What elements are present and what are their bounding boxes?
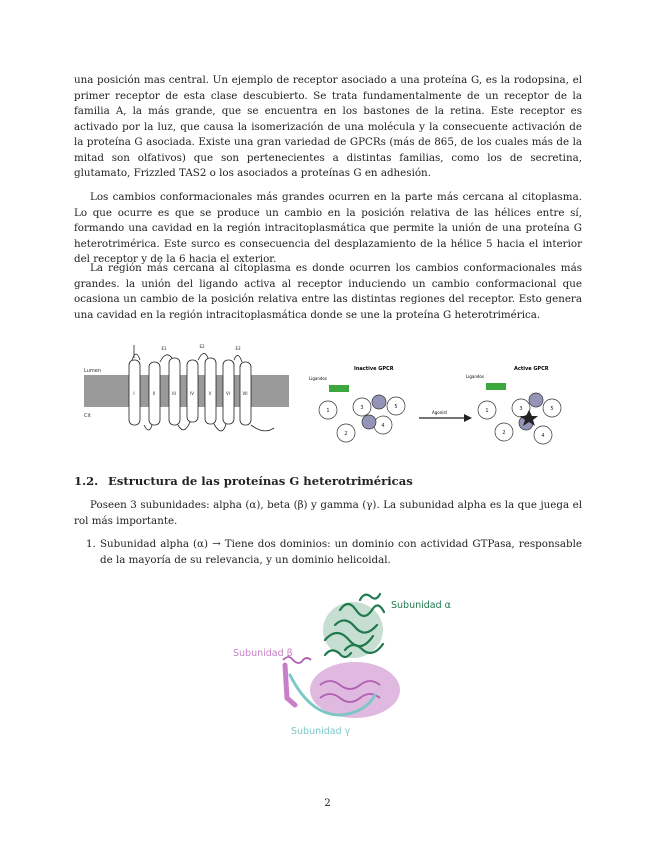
inactive-num-2: 2: [344, 431, 348, 437]
agonist-tag-left: [329, 385, 349, 392]
alpha-core: [323, 602, 383, 658]
gamma-label: Subunidad γ: [291, 726, 351, 737]
active-num-4: 4: [541, 433, 545, 439]
active-num-1: 1: [485, 408, 489, 414]
list-marker: 1.: [86, 538, 96, 550]
page-number: 2: [324, 797, 331, 809]
loop-i3: [214, 424, 226, 431]
tm-label-2: II: [152, 391, 156, 396]
section-number: 1.2.: [74, 474, 99, 488]
activation-arrow-head: [464, 414, 472, 422]
tm-label-4: IV: [190, 391, 194, 396]
tm-label-1: I: [133, 391, 135, 396]
inactive-helix-7: [362, 415, 376, 429]
inactive-title: Inactive GPCR: [354, 366, 394, 372]
active-num-2: 2: [502, 430, 506, 436]
membrane-top-label: Lumen: [84, 368, 101, 374]
alpha-label: Subunidad α: [391, 600, 451, 611]
inactive-num-3: 3: [360, 405, 364, 411]
figure-g-protein: [225, 590, 465, 745]
tm-label-3: III: [172, 391, 176, 396]
inactive-num-5: 5: [394, 404, 398, 410]
agonist-tag-right: [486, 383, 506, 390]
loop-i1: [144, 425, 152, 430]
alpha-helix-e: [360, 594, 380, 600]
active-num-5: 5: [550, 406, 554, 412]
inactive-num-4: 4: [381, 423, 385, 429]
active-num-3: 3: [519, 406, 523, 412]
active-title: Active GPCR: [514, 366, 549, 372]
tm-label-6: VI: [226, 391, 230, 396]
loop-i2: [178, 422, 190, 430]
agonist-label-left: Ligandos: [309, 376, 327, 381]
membrane-band: [84, 375, 289, 407]
paragraph-rodopsina: una posición mas central. Un ejemplo de receptor asociado a una proteína G, es la rodopsina, el primer receptor de esta clase descubierto. Se trata fundamentalmente de un receptor de la familia A, la más grande, que se encuentra en los bastones de la retina. Este receptor es activado por la luz, que causa la isomerización de una molécula y la consecuente activación de la proteína G asociada. Existe una gran variedad de GPCRs (más de 865, de los cuales más de la mitad son olfativos) que son pertenecientes a distintas familias, como los de secretina, glutamato, Frizzled TAS2 o los asociados a proteínas G en adhesión.: [74, 74, 582, 179]
list-item-text: Subunidad alpha (α) → Tiene dos dominios: un dominio con actividad GTPasa, responsable de la mayoría de su relevancia, y un dominio helicoidal.: [100, 538, 582, 566]
loop-label-e2: E2: [199, 344, 205, 349]
loop-n: [132, 354, 140, 360]
agonist-label-right: Ligandos: [466, 374, 484, 379]
beta-label: Subunidad β: [233, 648, 293, 659]
membrane-bottom-label: Cit: [84, 413, 91, 419]
beta-core: [310, 662, 400, 718]
section-heading: [74, 474, 413, 488]
paragraph-subunidades: Poseen 3 subunidades: alpha (α), beta (β) y gamma (γ). La subunidad alpha es la que juega el rol más importante.: [74, 499, 582, 527]
loop-label-e1: E1: [161, 346, 167, 351]
figure-gpcr: [74, 340, 584, 450]
active-helix-6: [529, 393, 543, 407]
paragraph-cambios-conformacionales: Los cambios conformacionales más grandes ocurren en la parte más cercana al citoplasma. Lo que ocurre es que se produce un cambio en la posición relativa de las hélices entre sí, formando una cavidad en la región intracitoplasmática que permite la unión de una proteína G heterotrimérica. Este surco es consecuencia del desplazamiento de la hélice 5 hacia el interior del receptor y de la 6 hacia el exterior.: [74, 191, 582, 265]
beta-nterm: [285, 665, 295, 705]
inactive-helix-6: [372, 395, 386, 409]
loop-label-e3: E3: [235, 346, 241, 351]
list-item: [74, 537, 582, 568]
gpcr-diagram: [74, 340, 584, 450]
paragraph-region-citoplasma: La región más cercana al citoplasma es donde ocurren los cambios conformacionales más grandes. la unión del ligando activa al receptor induciendo un cambio conformacional que ocasiona un cambio de la posición relativa entre las distintas regiones del receptor. Esto genera una cavidad en la región intracitoplasmática donde se une la proteína G heterotrimérica.: [74, 262, 582, 321]
section-title: Estructura de las proteínas G heterotriméricas: [108, 474, 413, 488]
inactive-num-1: 1: [326, 408, 330, 414]
agonist-label: Agonist: [432, 410, 448, 415]
tm-label-5: V: [208, 391, 212, 396]
loop-e3: [234, 355, 242, 362]
tm-label-7: VII: [242, 391, 248, 396]
c-tail: [251, 425, 274, 431]
g-protein-structure: [225, 590, 465, 745]
